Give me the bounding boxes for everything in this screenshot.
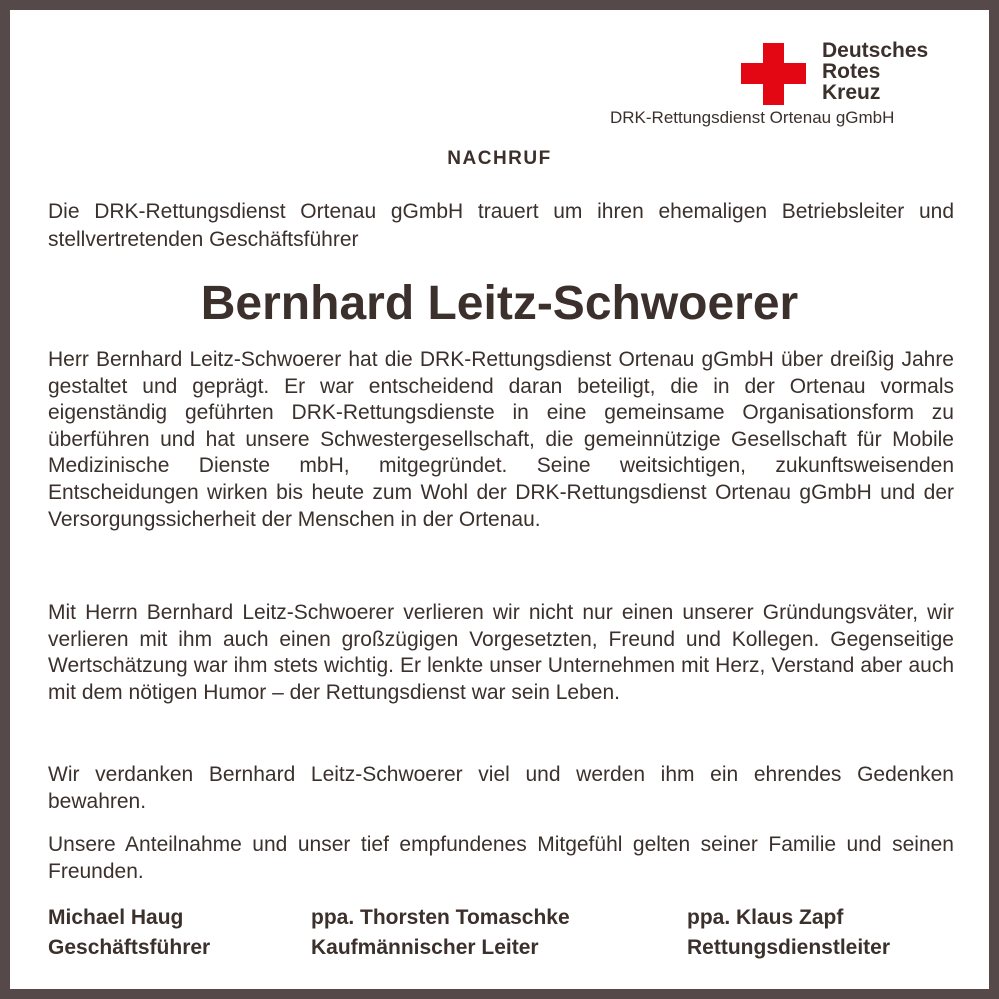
logo-line-1: Deutsches <box>822 39 929 62</box>
red-cross-icon <box>741 43 806 105</box>
signatory-name: ppa. Thorsten Tomaschke <box>311 906 570 929</box>
signatory-role: Geschäftsführer <box>48 936 211 959</box>
deceased-name: Bernhard Leitz-Schwoerer <box>200 277 799 330</box>
signatory-role: Rettungsdienstleiter <box>687 936 891 959</box>
logo-wordmark <box>822 40 928 103</box>
signature-block <box>311 903 570 963</box>
body-paragraph: Unsere Anteilnahme und unser tief empfundenes Mitgefühl gelten seiner Familie und seinen Freunden. <box>48 833 954 883</box>
obituary-heading: NACHRUF <box>447 148 552 169</box>
signature-block <box>48 903 210 963</box>
body-paragraph: Wir verdanken Bernhard Leitz-Schwoerer viel und werden ihm ein ehrendes Gedenken bewahren. <box>48 763 954 813</box>
logo-line-3: Kreuz <box>822 81 881 104</box>
body-paragraph: Herr Bernhard Leitz-Schwoerer hat die DRK-Rettungsdienst Ortenau gGmbH über dreißig Jahre gestaltet und geprägt. Er war entscheidend daran beteiligt, die in der Ortenau vormals eigenständig geführten DRK-Rettungsdienste in eine gemeinsame Organisationsform zu überführen und hat unsere Schwestergesellschaft, die gemeinnützige Gesellschaft für Mobile Medizinische Dienste mbH, mitgegründet. Seine weitsichtigen, zukunftsweisenden Entscheidungen wirken bis heute zum Wohl der DRK-Rettungsdienst Ortenau gGmbH und der Versorgungssicherheit der Menschen in der Ortenau. <box>48 348 954 531</box>
signatory-role: Kaufmännischer Leiter <box>311 936 539 959</box>
body-paragraph: Mit Herrn Bernhard Leitz-Schwoerer verlieren wir nicht nur einen unserer Gründungsväter, wir verlieren mit ihm auch einen großzügigen Vorgesetzten, Freund und Kollegen. Gegenseitige Wertschätzung war ihm stets wichtig. Er lenkte unser Unternehmen mit Herz, Verstand aber auch mit dem nötigen Humor – der Rettungsdienst war sein Leben. <box>48 601 954 704</box>
intro-text: Die DRK-Rettungsdienst Ortenau gGmbH trauert um ihren ehemaligen Betriebsleiter und stellvertretenden Geschäftsführer <box>48 200 954 251</box>
signature-block <box>687 903 890 963</box>
organization-name: DRK-Rettungsdienst Ortenau gGmbH <box>610 108 895 127</box>
signatory-name: ppa. Klaus Zapf <box>687 906 844 929</box>
logo-line-2: Rotes <box>822 60 881 83</box>
signatory-name: Michael Haug <box>48 906 184 929</box>
